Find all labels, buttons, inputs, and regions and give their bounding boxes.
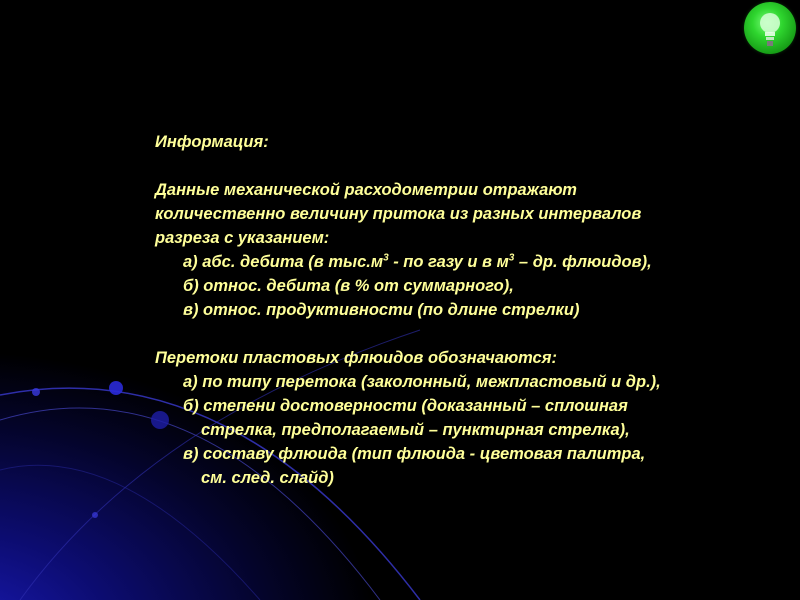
para1-line: количественно величину притока из разных интервалов: [155, 205, 642, 223]
spacer: [155, 154, 775, 178]
superscript: 3: [508, 252, 515, 264]
list2-item-c: в) составу флюида (тип флюида - цветовая палитра,: [183, 445, 646, 463]
para2: Перетоки пластовых флюидов обозначаются:: [155, 349, 557, 367]
list1-item-a-text: а) абс. дебита (в тыс.м: [183, 253, 384, 271]
list1-item-a-text: – др. флюидов),: [514, 253, 652, 271]
list2-item-b-cont: стрелка, предполагаемый – пунктирная стрелка),: [201, 421, 630, 439]
heading: Информация:: [155, 133, 269, 151]
spacer: [155, 322, 775, 346]
list1-item-a-text: - по газу и в м: [388, 253, 509, 271]
para1-line: разреза с указанием:: [155, 229, 330, 247]
superscript: 3: [383, 252, 389, 264]
list1-item-a: [155, 250, 775, 274]
list1-item-c: в) относ. продуктивности (по длине стрелки): [183, 301, 580, 319]
slide-text: [155, 130, 775, 490]
list2-item-b: б) степени достоверности (доказанный – сплошная: [183, 397, 628, 415]
para1-line: Данные механической расходометрии отражают: [155, 181, 577, 199]
list2-item-c-cont: см. след. слайд): [201, 469, 334, 487]
list1-item-b: б) относ. дебита (в % от суммарного),: [183, 277, 514, 295]
lightbulb-icon[interactable]: [744, 2, 796, 54]
list2-item-a: а) по типу перетока (заколонный, межпластовый и др.),: [183, 373, 661, 391]
